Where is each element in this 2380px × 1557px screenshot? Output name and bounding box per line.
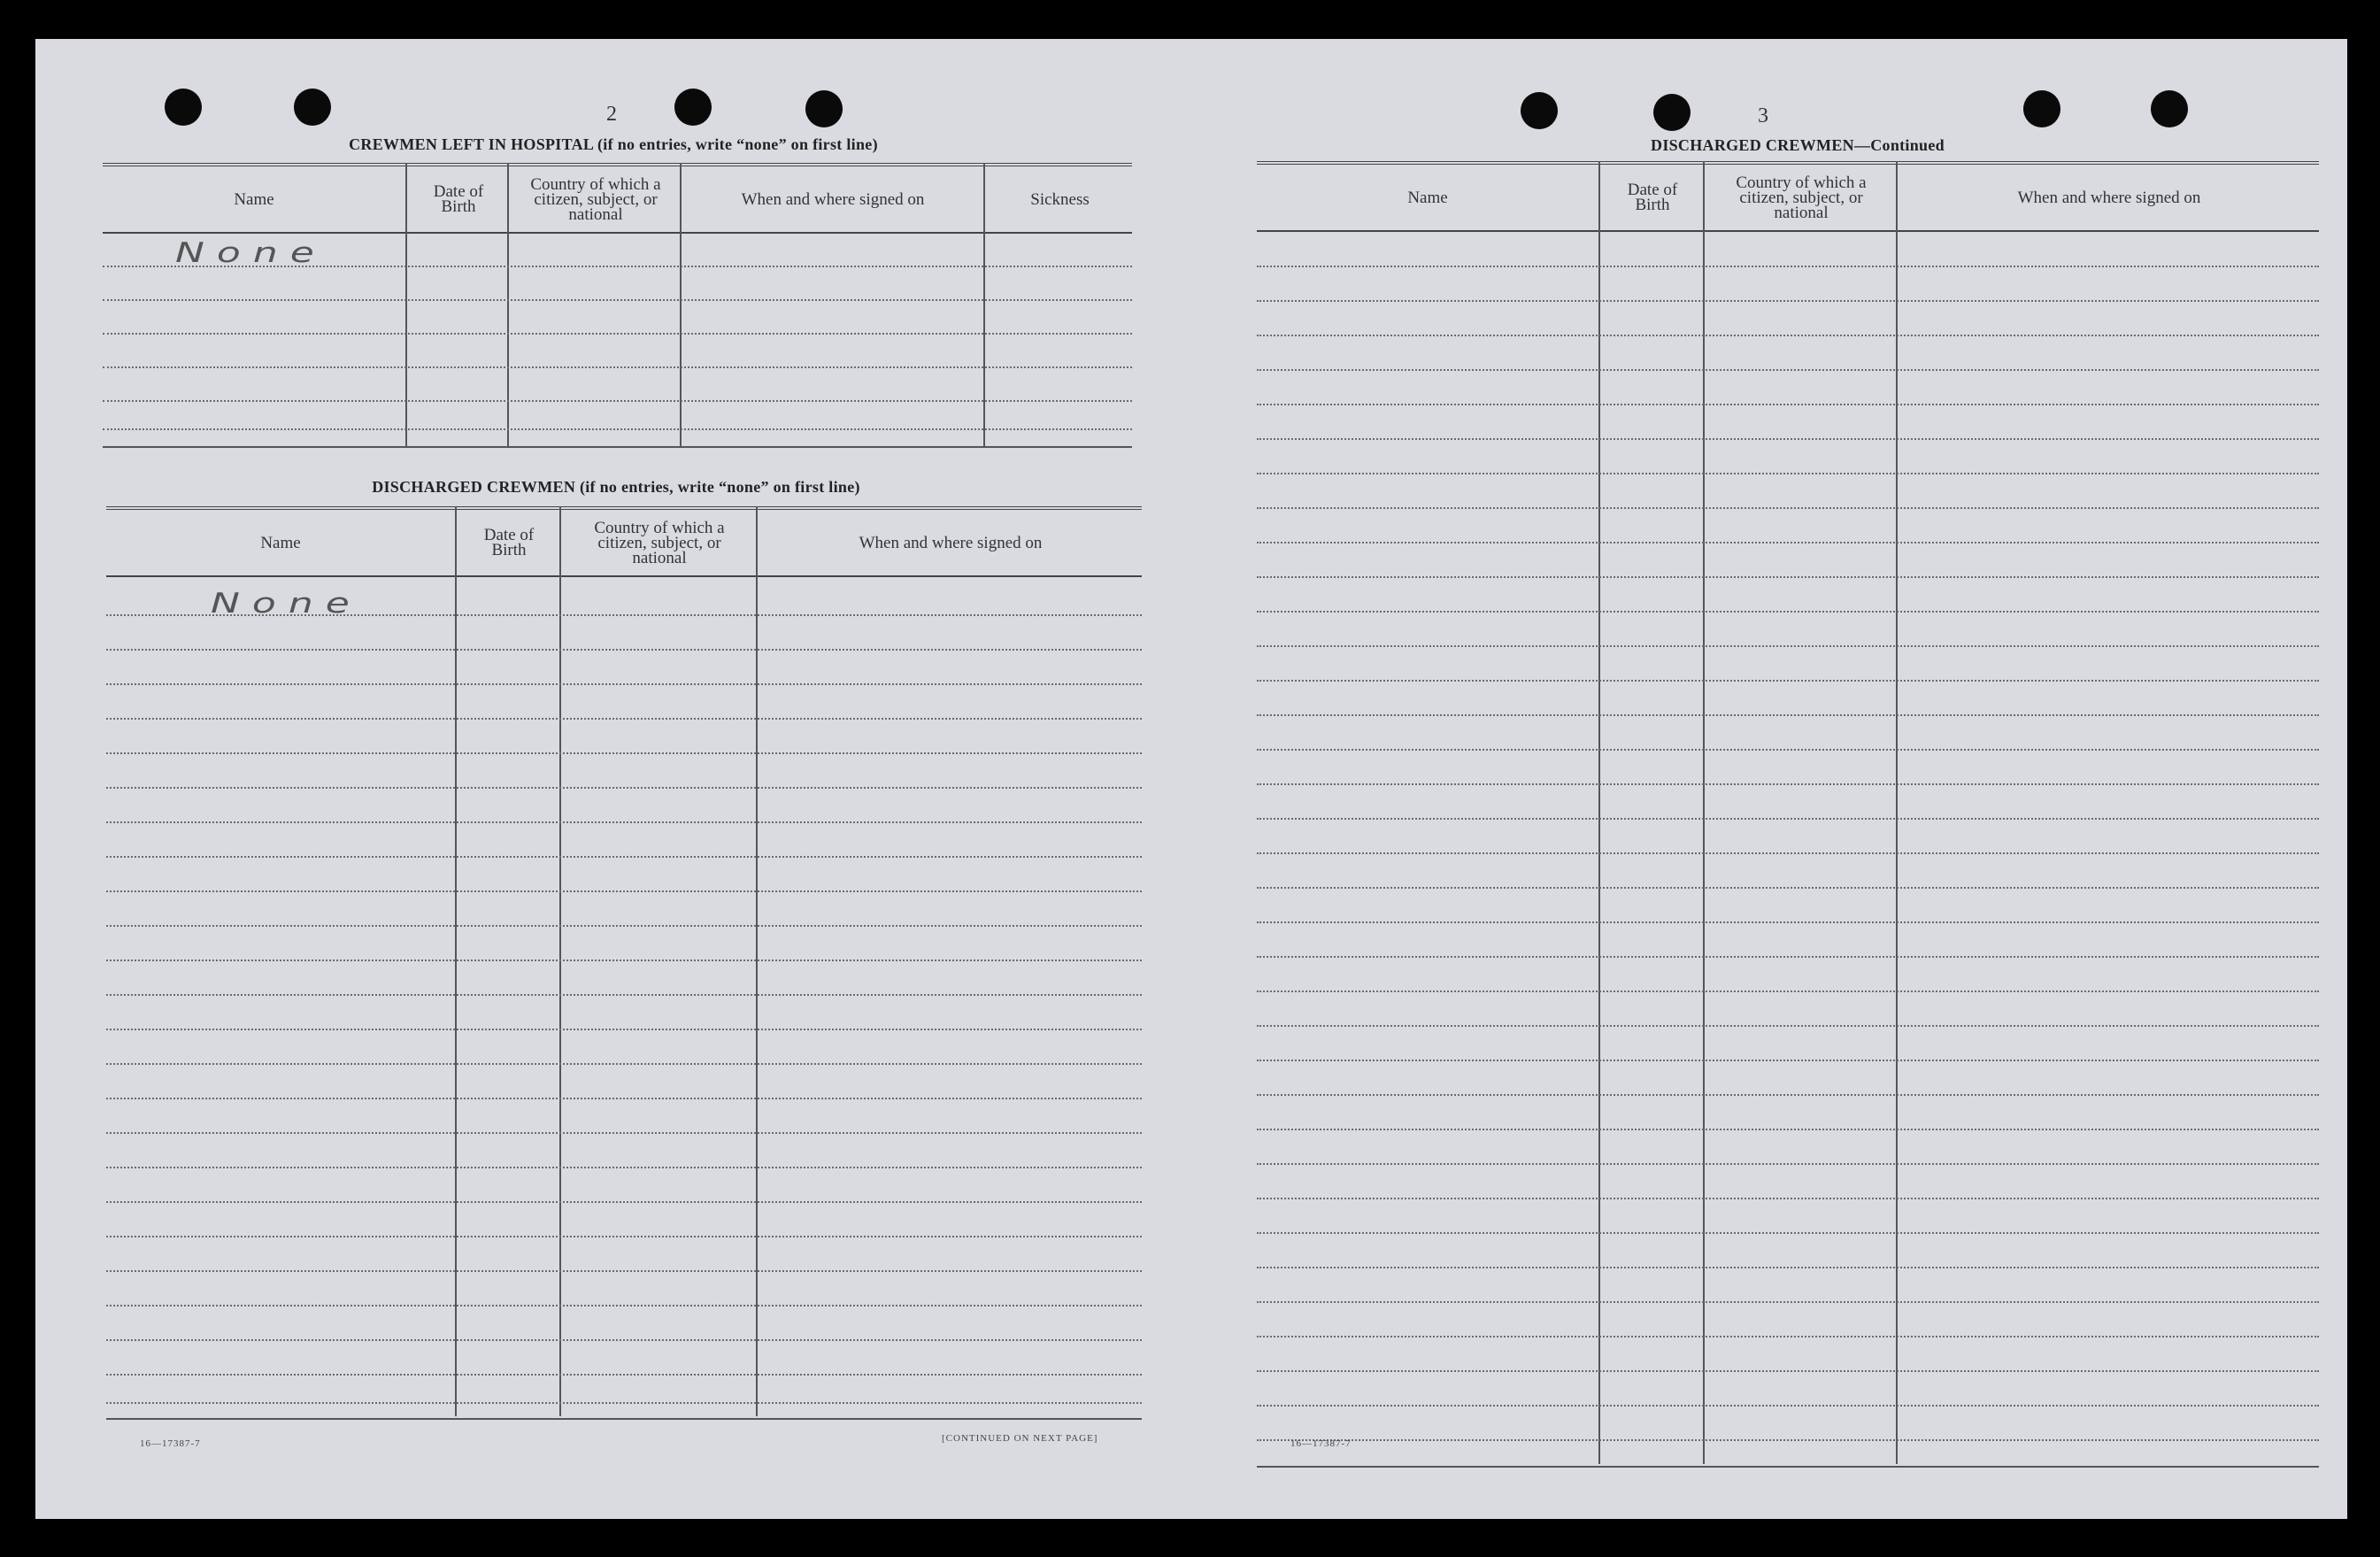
column-divider bbox=[756, 506, 758, 1416]
entry-line bbox=[106, 856, 1142, 858]
hospital-col-signed-on: When and where signed on bbox=[741, 189, 925, 209]
entry-line bbox=[106, 1201, 1142, 1203]
discharged-continued-title: DISCHARGED CREWMEN—Continued bbox=[1651, 136, 1945, 154]
entry-line bbox=[106, 890, 1142, 892]
discharged-continued-table bbox=[1257, 161, 2319, 1471]
entry-line bbox=[103, 428, 1132, 430]
column-divider bbox=[559, 506, 561, 1416]
entry-line bbox=[1257, 369, 2319, 371]
entry-line bbox=[1257, 1439, 2319, 1441]
entry-line bbox=[106, 925, 1142, 927]
entry-line bbox=[106, 1339, 1142, 1341]
entry-line bbox=[1257, 990, 2319, 992]
continued-col-signed-on: When and where signed on bbox=[2017, 188, 2201, 207]
continued-col-dob: Date of Birth bbox=[1627, 181, 1678, 214]
entry-line bbox=[106, 994, 1142, 996]
column-divider bbox=[1896, 161, 1898, 1464]
entry-line bbox=[1257, 1198, 2319, 1199]
entry-line bbox=[1257, 1025, 2319, 1027]
column-divider bbox=[983, 163, 985, 446]
punch-hole bbox=[2023, 90, 2060, 127]
entry-line bbox=[106, 1374, 1142, 1376]
entry-line bbox=[1257, 852, 2319, 854]
hospital-col-dob: Date of Birth bbox=[433, 182, 484, 216]
column-divider bbox=[507, 163, 509, 446]
entry-line bbox=[1257, 404, 2319, 405]
column-divider bbox=[680, 163, 682, 446]
punch-hole bbox=[805, 90, 843, 127]
discharged-instruction: (if no entries, write “none” on first line) bbox=[579, 478, 860, 496]
column-divider bbox=[405, 163, 407, 446]
entry-line bbox=[1257, 542, 2319, 543]
entry-line bbox=[106, 787, 1142, 789]
hospital-col-name: Name bbox=[234, 189, 274, 209]
entry-line bbox=[1257, 576, 2319, 578]
entry-line bbox=[1257, 956, 2319, 958]
hospital-instruction: (if no entries, write “none” on first line) bbox=[597, 135, 878, 153]
table-bottom-rule bbox=[1257, 1466, 2319, 1468]
hospital-section-title bbox=[103, 135, 1124, 154]
entry-line bbox=[103, 400, 1132, 402]
entry-line bbox=[1257, 507, 2319, 509]
column-divider bbox=[1703, 161, 1705, 1464]
discharged-table bbox=[106, 506, 1142, 1473]
entry-line bbox=[1257, 1370, 2319, 1372]
entry-line bbox=[1257, 1094, 2319, 1096]
discharged-col-country: Country of which a citizen, subject, or national bbox=[594, 518, 725, 567]
entry-line bbox=[106, 683, 1142, 685]
entry-line bbox=[106, 1029, 1142, 1030]
entry-line bbox=[106, 1063, 1142, 1065]
discharged-title-text: DISCHARGED CREWMEN bbox=[372, 478, 576, 496]
discharged-section-title bbox=[103, 478, 1129, 497]
punch-hole bbox=[1653, 94, 1691, 131]
document-sheet bbox=[35, 39, 2347, 1519]
column-divider bbox=[1598, 161, 1600, 1464]
entry-line bbox=[106, 1270, 1142, 1272]
hospital-handwritten-entry: None bbox=[175, 237, 327, 269]
entry-line bbox=[1257, 1405, 2319, 1407]
column-divider bbox=[455, 506, 457, 1416]
punch-hole bbox=[2151, 90, 2188, 127]
entry-line bbox=[1257, 1163, 2319, 1165]
continued-note: [CONTINUED ON NEXT PAGE] bbox=[942, 1433, 1098, 1444]
entry-line bbox=[103, 366, 1132, 368]
entry-line bbox=[1257, 611, 2319, 613]
discharged-handwritten-entry: None bbox=[211, 588, 362, 620]
entry-line bbox=[1257, 335, 2319, 336]
hospital-title-text: CREWMEN LEFT IN HOSPITAL bbox=[349, 135, 594, 153]
discharged-col-dob: Date of Birth bbox=[483, 526, 535, 559]
discharged-col-signed-on: When and where signed on bbox=[859, 533, 1043, 552]
table-bottom-rule bbox=[106, 1418, 1142, 1420]
entry-line bbox=[1257, 1232, 2319, 1234]
entry-line bbox=[1257, 1301, 2319, 1303]
entry-line bbox=[1257, 749, 2319, 751]
hospital-col-country: Country of which a citizen, subject, or national bbox=[530, 174, 661, 224]
entry-line bbox=[1257, 266, 2319, 267]
continued-col-country: Country of which a citizen, subject, or national bbox=[1736, 173, 1867, 222]
entry-line bbox=[103, 299, 1132, 301]
punch-hole bbox=[165, 89, 202, 126]
entry-line bbox=[1257, 473, 2319, 474]
hospital-table bbox=[103, 163, 1132, 451]
entry-line bbox=[106, 1305, 1142, 1306]
entry-line bbox=[1257, 1060, 2319, 1061]
entry-line bbox=[1257, 818, 2319, 820]
entry-line bbox=[106, 752, 1142, 754]
form-number-left: 16—17387-7 bbox=[140, 1438, 201, 1449]
punch-hole bbox=[294, 89, 331, 126]
entry-line bbox=[1257, 921, 2319, 923]
entry-line bbox=[1257, 1336, 2319, 1337]
entry-line bbox=[106, 821, 1142, 823]
entry-line bbox=[1257, 714, 2319, 716]
entry-line bbox=[1257, 645, 2319, 647]
page-number-left: 2 bbox=[606, 103, 617, 126]
punch-hole bbox=[674, 89, 712, 126]
entry-line bbox=[106, 718, 1142, 720]
entry-line bbox=[106, 1402, 1142, 1404]
entry-line bbox=[106, 1167, 1142, 1168]
entry-line bbox=[1257, 300, 2319, 302]
discharged-col-name: Name bbox=[260, 533, 301, 552]
entry-line bbox=[1257, 783, 2319, 785]
page-number-right: 3 bbox=[1758, 104, 1768, 127]
entry-line bbox=[106, 1236, 1142, 1237]
continued-col-name: Name bbox=[1407, 188, 1448, 207]
hospital-col-sickness: Sickness bbox=[1030, 189, 1090, 209]
form-number-right: 16—17387-7 bbox=[1290, 1438, 1352, 1449]
entry-line bbox=[1257, 680, 2319, 682]
entry-line bbox=[1257, 1267, 2319, 1268]
entry-line bbox=[106, 1098, 1142, 1099]
entry-line bbox=[103, 333, 1132, 335]
entry-line bbox=[106, 1132, 1142, 1134]
punch-hole bbox=[1521, 92, 1558, 129]
entry-line bbox=[106, 960, 1142, 961]
table-bottom-rule bbox=[103, 446, 1132, 448]
entry-line bbox=[1257, 438, 2319, 440]
entry-line bbox=[1257, 1129, 2319, 1130]
entry-line bbox=[1257, 887, 2319, 889]
entry-line bbox=[106, 649, 1142, 651]
